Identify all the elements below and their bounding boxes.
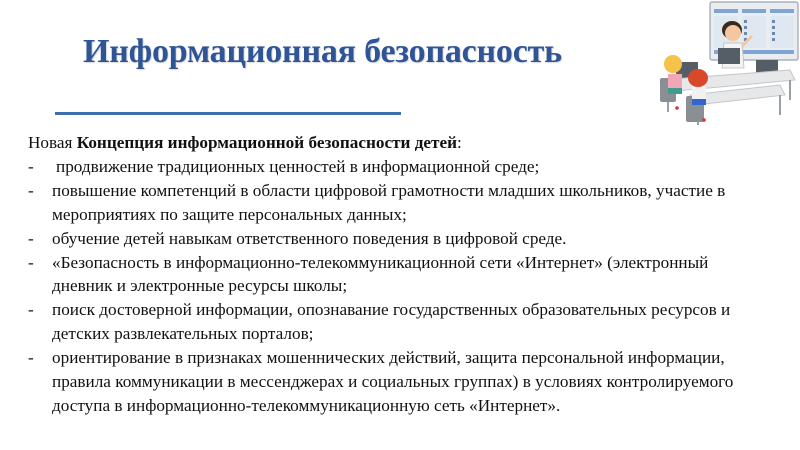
dash-bullet-icon: -	[28, 252, 34, 272]
concept-list	[28, 155, 768, 418]
list-item	[28, 298, 768, 346]
list-item-text: продвижение традиционных ценностей в информационной среде;	[56, 156, 540, 176]
list-item-text: повышение компетенций в области цифровой грамотности младших школьников, участие в мероприятиях по защите персональных данных;	[52, 180, 726, 224]
list-item-text: ориентирование в признаках мошеннических действий, защита персональной информации, правила коммуникации в мессенджерах и социальных группах) в условиях контролируемого доступа в информационно-телекоммуникационную сеть «Интернет».	[52, 348, 734, 415]
dash-bullet-icon: -	[28, 228, 34, 248]
dash-bullet-icon: -	[28, 300, 34, 320]
list-item-text: «Безопасность в информационно-телекоммуникационной сети «Интернет» (электронный дневник и электронные ресурсы школы;	[52, 252, 709, 296]
classroom-illustration-icon	[640, 0, 800, 135]
slide-title: Информационная безопасность	[83, 33, 562, 70]
list-item	[28, 251, 768, 299]
list-item	[28, 179, 768, 227]
intro-concept-title: Концепция информационной безопасности детей	[76, 133, 458, 152]
dash-bullet-icon: -	[28, 156, 34, 176]
concept-text	[28, 131, 768, 418]
list-item-text: обучение детей навыкам ответственного поведения в цифровой среде.	[52, 228, 567, 248]
title-underline	[55, 112, 401, 115]
dash-bullet-icon: -	[28, 348, 34, 368]
list-item	[28, 227, 768, 251]
intro-line	[28, 131, 768, 155]
intro-prefix: Новая	[28, 133, 77, 152]
dash-bullet-icon: -	[28, 180, 34, 200]
list-item	[28, 155, 768, 179]
list-item-text: поиск достоверной информации, опознавание государственных образовательных ресурсов и детских развлекательных порталов;	[52, 300, 731, 344]
list-item	[28, 346, 768, 418]
intro-suffix: :	[457, 133, 462, 152]
